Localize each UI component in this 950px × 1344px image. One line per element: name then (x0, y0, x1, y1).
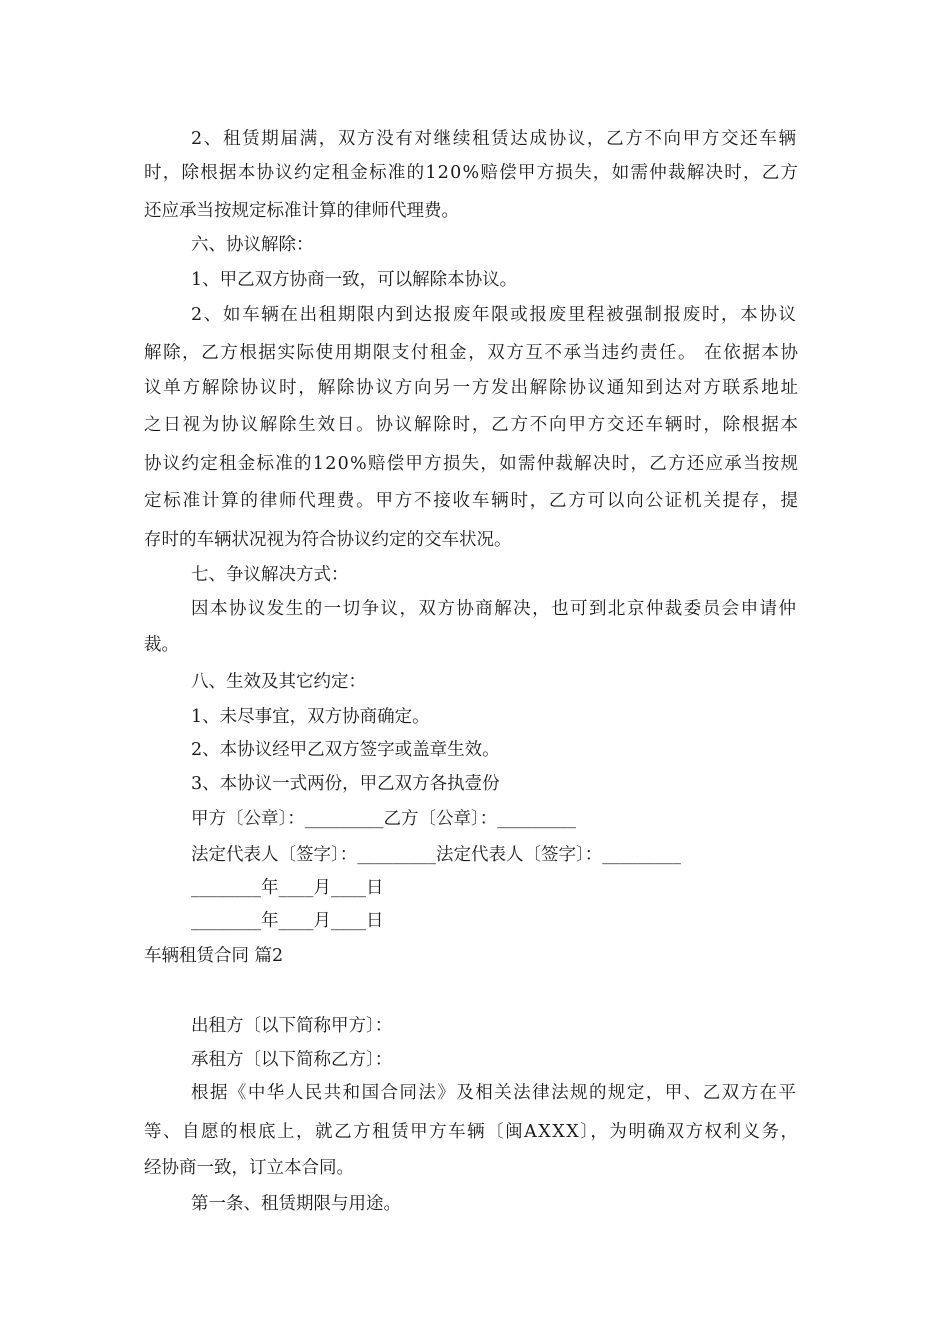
text-line: ________年____月____日 (191, 911, 384, 931)
text-line: 裁。 (144, 635, 179, 655)
text-line: 等、自愿的根底上，就乙方租赁甲方车辆〔闽AXXX〕，为明确双方权利义务， (144, 1122, 800, 1142)
text-line: 七、争议解决方式： (191, 565, 349, 585)
text-line: 八、生效及其它约定： (191, 672, 366, 692)
text-line: 第一条、租赁期限与用途。 (191, 1194, 401, 1214)
text-line: 承租方〔以下简称乙方〕： (191, 1050, 393, 1070)
text-line: 根据《中华人民共和国合同法》及相关法律法规的规定，甲、乙双方在平 (191, 1083, 798, 1103)
text-line: 还应承当按规定标准计算的律师代理费。 (144, 201, 459, 221)
text-line: 时，除根据本协议约定租金标准的120%赔偿甲方损失，如需仲裁解决时，乙方 (144, 163, 800, 183)
text-line: 1、未尽事宜，双方协商确定。 (191, 707, 430, 727)
text-line: 定标准计算的律师代理费。甲方不接收车辆时，乙方可以向公证机关提存，提 (144, 491, 800, 511)
text-line: 六、协议解除： (191, 235, 314, 255)
text-line: 之日视为协议解除生效日。协议解除时，乙方不向甲方交还车辆时，除根据本 (144, 415, 800, 435)
text-line: 议单方解除协议时，解除协议方向另一方发出解除协议通知到达对方联系地址 (144, 378, 800, 398)
text-line: 因本协议发生的一切争议，双方协商解决，也可到北京仲裁委员会申请仲 (191, 599, 798, 619)
text-line: 车辆租赁合同 篇2 (144, 946, 284, 966)
text-line: 2、租赁期届满，双方没有对继续租赁达成协议，乙方不向甲方交还车辆 (191, 129, 798, 149)
text-line: 甲方〔公章〕：_________乙方〔公章〕：_________ (191, 809, 576, 829)
text-line: 经协商一致，订立本合同。 (144, 1158, 354, 1178)
text-line: ________年____月____日 (191, 878, 384, 898)
text-line: 2、本协议经甲乙双方签字或盖章生效。 (191, 740, 500, 760)
text-line: 协议约定租金标准的120%赔偿甲方损失，如需仲裁解决时，乙方还应承当按规 (144, 454, 800, 474)
text-line: 法定代表人〔签字〕：_________法定代表人〔签字〕：_________ (191, 845, 681, 865)
text-line: 1、甲乙双方协商一致，可以解除本协议。 (191, 270, 518, 290)
text-line: 存时的车辆状况视为符合协议约定的交车状况。 (144, 530, 512, 550)
text-line: 出租方〔以下简称甲方〕： (191, 1016, 393, 1036)
text-line: 2、如车辆在出租期限内到达报废年限或报废里程被强制报废时，本协议 (191, 305, 798, 325)
text-line: 3、本协议一式两份，甲乙双方各执壹份 (191, 774, 500, 794)
text-line: 解除，乙方根据实际使用期限支付租金，双方互不承当违约责任。 在依据本协 (144, 343, 800, 363)
